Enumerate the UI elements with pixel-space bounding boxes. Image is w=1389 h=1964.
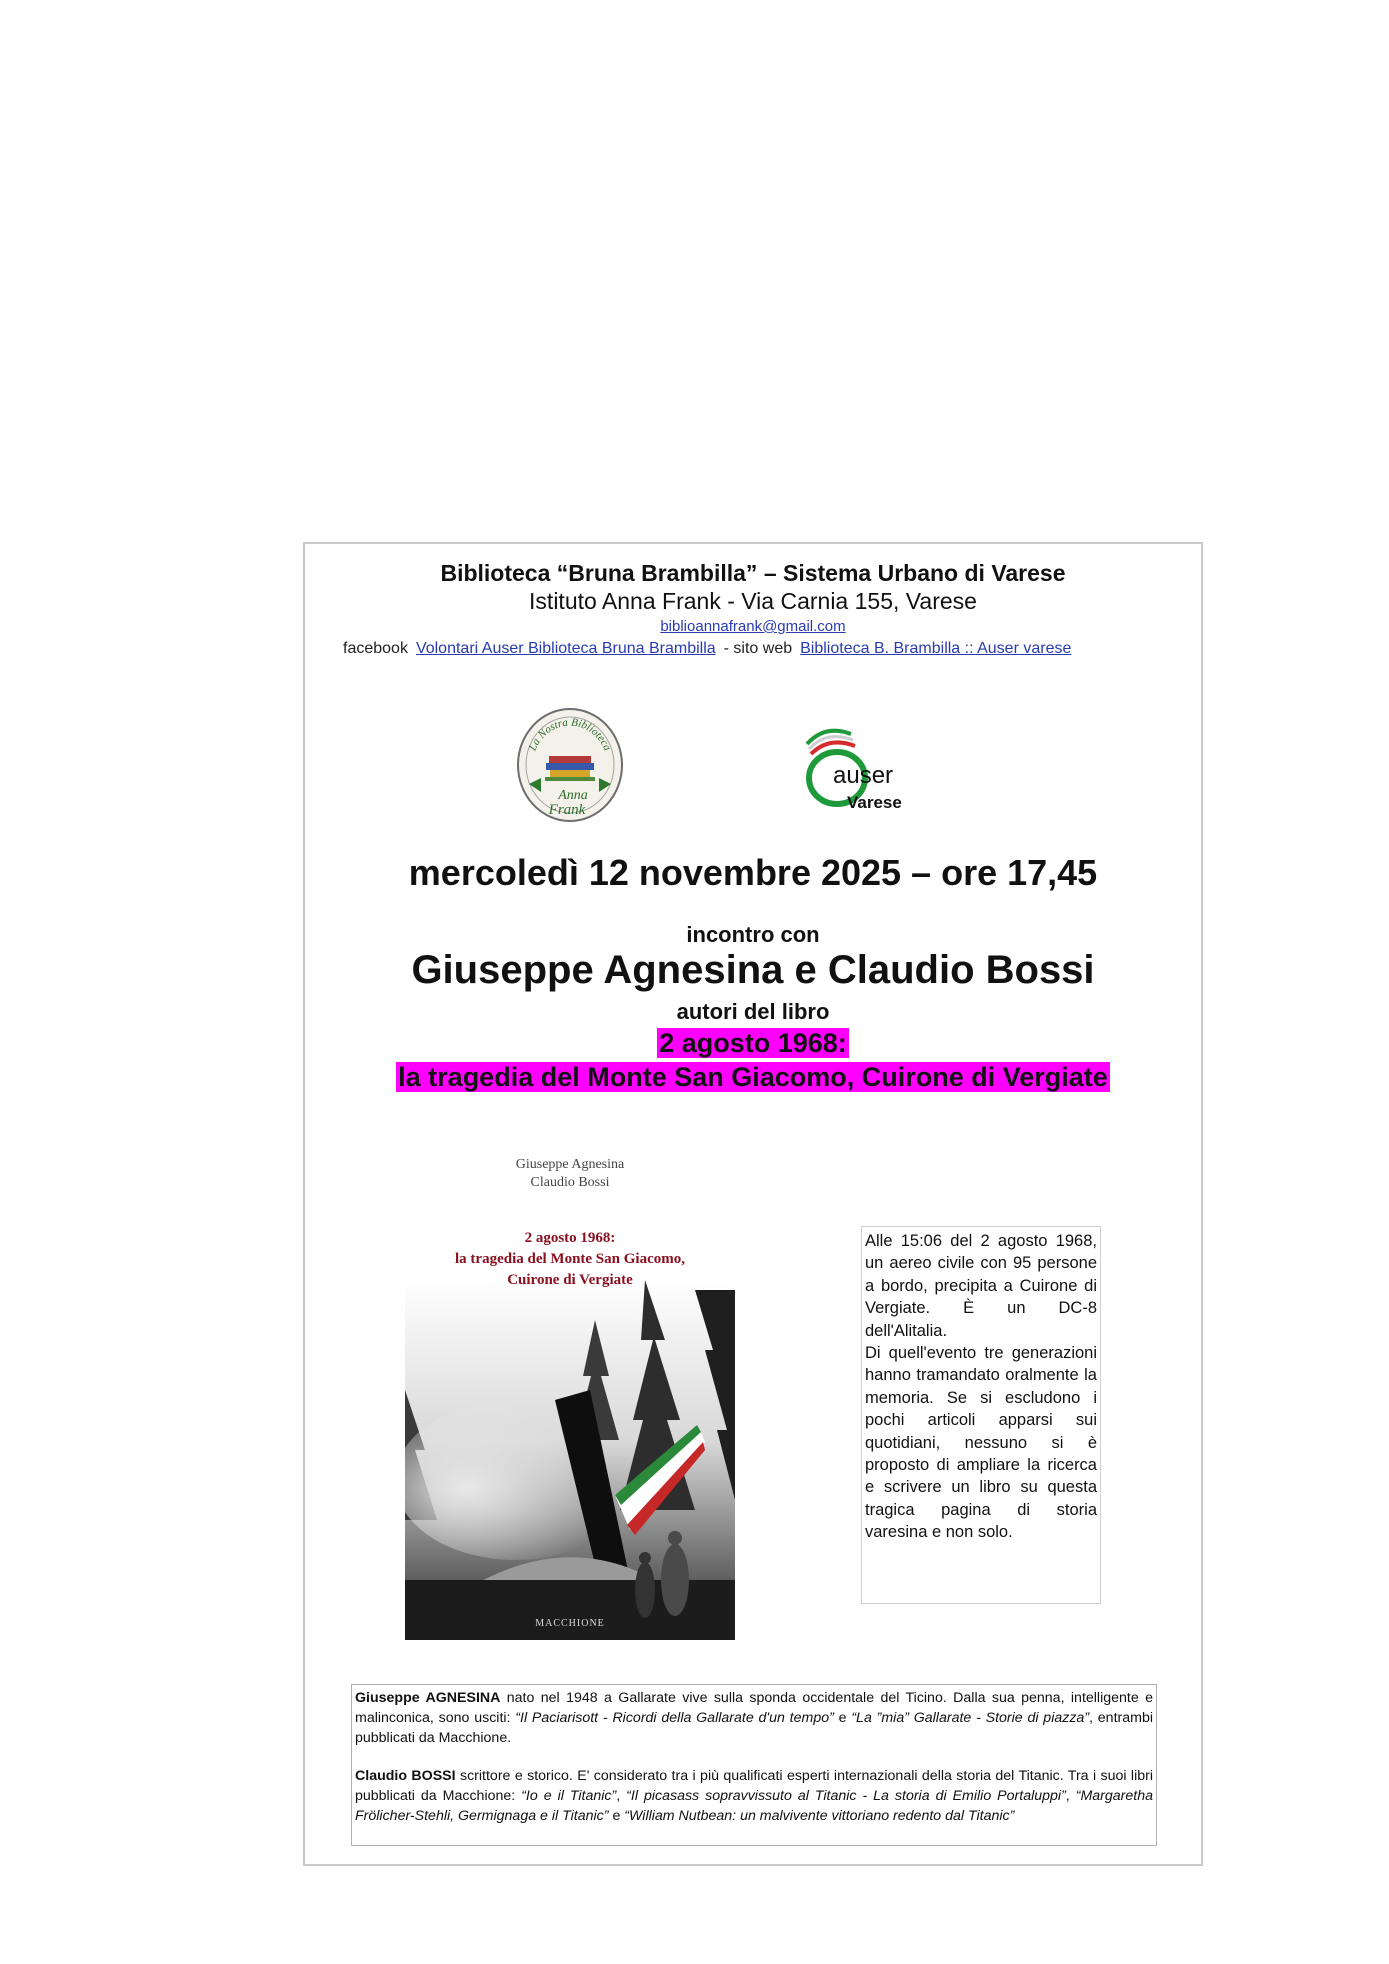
authors-of-book: autori del libro [676, 999, 830, 1024]
cover-author-2: Claudio Bossi [530, 1175, 610, 1190]
auser-logo [795, 722, 925, 817]
description-paragraph-1: Alle 15:06 del 2 agosto 1968, un aereo civile con 95 persone a bordo, precipita a Cuirone di Vergiate. È un DC-8 dell'Alitalia. [865, 1232, 1097, 1340]
bio-bossi-book-3: “Margaretha Frölicher-Stehli, Germignaga e il Titanic” [355, 1788, 1153, 1824]
bio-bossi-sep-2: , [1065, 1788, 1076, 1804]
book-title-line1: 2 agosto 1968: [659, 1028, 847, 1058]
bio-agnesina-name: Giuseppe AGNESINA [355, 1690, 501, 1706]
cover-authors [405, 1156, 735, 1192]
cover-publisher: MACCHIONE [535, 1618, 605, 1629]
bio-agnesina-book-2: “La ”mia” Gallarate - Storie di piazza” [851, 1710, 1090, 1726]
bio-agnesina-text-1: nato nel 1948 a Gallarate vive sulla sponda occidentale del Ticino. Dalla sua penna, intelligente e malinconica, sono usciti: [355, 1690, 1153, 1726]
cover-title [405, 1228, 735, 1291]
auser-logo-name: auser [833, 762, 894, 789]
cover-title-3: Cuirone di Vergiate [507, 1272, 633, 1288]
anna-frank-logo [515, 706, 625, 824]
auser-logo-city: Varese [847, 793, 902, 812]
event-intro: incontro con [686, 922, 820, 947]
book-title-line2: la tragedia del Monte San Giacomo, Cuirone di Vergiate [398, 1062, 1108, 1092]
facebook-label: facebook [343, 640, 408, 657]
bio-agnesina-text-3: , entrambi pubblicati da Macchione. [355, 1710, 1153, 1746]
anna-frank-logo-frank: Frank [548, 802, 586, 818]
bio-bossi-sep-1: , [616, 1788, 627, 1804]
facebook-link[interactable]: Volontari Auser Biblioteca Bruna Brambilla [415, 640, 716, 657]
bio-bossi-text-1: scrittore e storico. E' considerato tra i più qualificati esperti internazionali della storia del Titanic. Tra i suoi libri pubblicati da Macchione: [355, 1768, 1153, 1804]
author-bios [351, 1684, 1157, 1846]
bio-bossi-name: Claudio BOSSI [355, 1768, 456, 1784]
bio-bossi-book-2: “Il picasass sopravvissuto al Titanic - La storia di Emilio Portaluppi” [626, 1788, 1066, 1804]
cover-author-1: Giuseppe Agnesina [515, 1157, 625, 1172]
cover-title-1: 2 agosto 1968: [524, 1230, 616, 1246]
email-row [305, 618, 1201, 635]
book-cover [405, 1154, 735, 1640]
website-link[interactable]: Biblioteca B. Brambilla :: Auser varese [800, 640, 1072, 657]
library-name: Biblioteca “Bruna Brambilla” – Sistema Urbano di Varese [440, 560, 1066, 586]
library-address: Istituto Anna Frank - Via Carnia 155, Varese [529, 588, 977, 614]
event-date: mercoledì 12 novembre 2025 – ore 17,45 [408, 852, 1098, 893]
description-paragraph-2: Di quell'evento tre generazioni hanno tramandato oralmente la memoria. Se si escludono i pochi articoli apparsi sui quotidiani, nessuno si è proposto di ampliare la ricerca e scrivere un libro su questa tragica pagina di storia varesina e non solo. [865, 1344, 1097, 1542]
event-authors: Giuseppe Agnesina e Claudio Bossi [411, 948, 1095, 992]
email-link[interactable]: biblioannafrank@gmail.com [660, 618, 846, 635]
anna-frank-logo-top-text: La Nostra Biblioteca [526, 716, 614, 753]
flyer-page [303, 542, 1203, 1866]
bio-agnesina-text-2: e [833, 1710, 852, 1726]
anna-frank-logo-anna: Anna [558, 788, 588, 803]
website-label: - sito web [723, 640, 793, 657]
bio-agnesina [355, 1688, 1153, 1748]
cover-photo [405, 1280, 735, 1640]
social-row [343, 640, 1071, 658]
bio-bossi-book-1: “Io e il Titanic” [521, 1788, 617, 1804]
bio-agnesina-book-1: “Il Paciarisott - Ricordi della Gallarate d'un tempo” [515, 1710, 834, 1726]
book-title [305, 1026, 1201, 1094]
bio-bossi [355, 1766, 1153, 1826]
cover-title-2: la tragedia del Monte San Giacomo, [455, 1251, 685, 1267]
bio-bossi-book-4: “William Nutbean: un malvivente vittoriano redento dal Titanic” [624, 1808, 1015, 1824]
bio-bossi-sep-3: e [608, 1808, 625, 1824]
book-description [861, 1226, 1101, 1604]
